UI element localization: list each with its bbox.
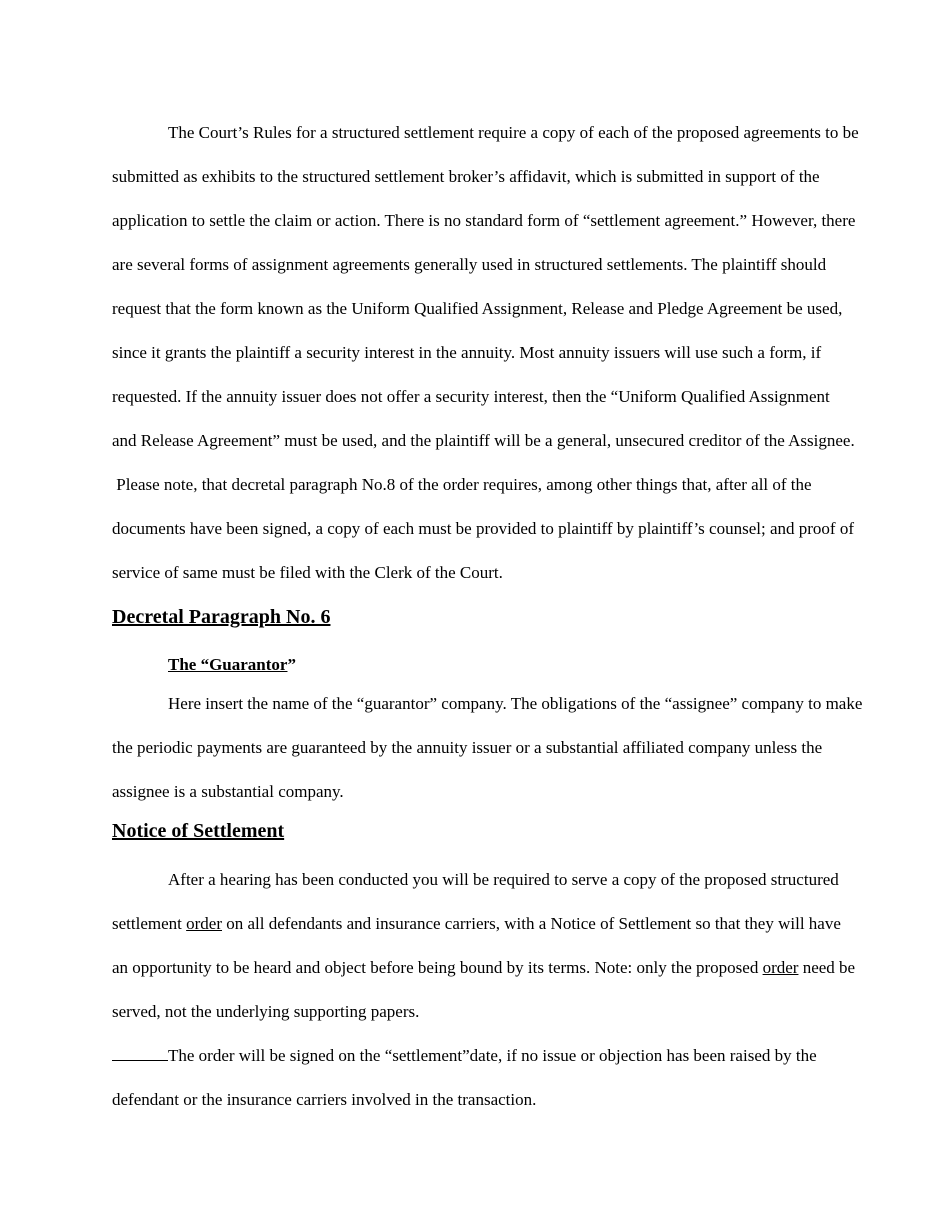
order-underlined: order — [186, 914, 222, 933]
notice-line: defendant or the insurance carriers involved in the transaction. — [112, 1090, 537, 1109]
underline-indent — [112, 1046, 168, 1061]
decretal-heading: Decretal Paragraph No. 6 — [112, 606, 331, 628]
guarantor-line: Here insert the name of the “guarantor” company. The obligations of the “assignee” company to make — [168, 694, 863, 713]
guarantor-line: the periodic payments are guaranteed by the annuity issuer or a substantial affiliated company unless the — [112, 738, 823, 757]
document-page — [112, 111, 932, 1122]
notice-line: The order will be signed on the “settlement”date, if no issue or objection has been raised by the — [112, 1034, 932, 1078]
guarantor-subheading: The “Guarantor” — [112, 652, 932, 678]
intro-line: Please note, that decretal paragraph No.8 of the order requires, among other things that, after all of the — [112, 475, 812, 494]
guarantor-paragraph — [112, 682, 932, 814]
guarantor-line: assignee is a substantial company. — [112, 782, 344, 801]
notice-heading: Notice of Settlement — [112, 820, 285, 842]
order-underlined: order — [762, 958, 799, 977]
intro-line: requested. If the annuity issuer does not offer a security interest, then the “Uniform Qualified Assignment — [112, 387, 830, 406]
intro-line: since it grants the plaintiff a security interest in the annuity. Most annuity issuers will use such a form, if — [112, 343, 822, 362]
intro-paragraph — [112, 111, 932, 595]
intro-line: documents have been signed, a copy of each must be provided to plaintiff by plaintiff’s counsel; and proof of — [112, 519, 854, 538]
notice-line: settlement order on all defendants and insurance carriers, with a Notice of Settlement so that they will have — [112, 914, 841, 933]
intro-line: service of same must be filed with the Clerk of the Court. — [112, 563, 503, 582]
intro-line: application to settle the claim or action. There is no standard form of “settlement agreement.” However, there — [112, 211, 856, 230]
intro-line: submitted as exhibits to the structured settlement broker’s affidavit, which is submitted in support of the — [112, 167, 820, 186]
notice-paragraph — [112, 858, 932, 1122]
guarantor-subheading-underlined: The “Guarantor — [168, 655, 288, 674]
intro-line: request that the form known as the Uniform Qualified Assignment, Release and Pledge Agreement be used, — [112, 299, 843, 318]
intro-line: are several forms of assignment agreements generally used in structured settlements. The plaintiff should — [112, 255, 827, 274]
notice-line: served, not the underlying supporting papers. — [112, 1002, 420, 1021]
intro-line: and Release Agreement” must be used, and the plaintiff will be a general, unsecured creditor of the Assignee. — [112, 431, 855, 450]
notice-line: After a hearing has been conducted you will be required to serve a copy of the proposed structured — [168, 870, 839, 889]
notice-line: an opportunity to be heard and object before being bound by its terms. Note: only the proposed order need be — [112, 958, 856, 977]
intro-line: The Court’s Rules for a structured settlement require a copy of each of the proposed agreements to be — [168, 123, 859, 142]
